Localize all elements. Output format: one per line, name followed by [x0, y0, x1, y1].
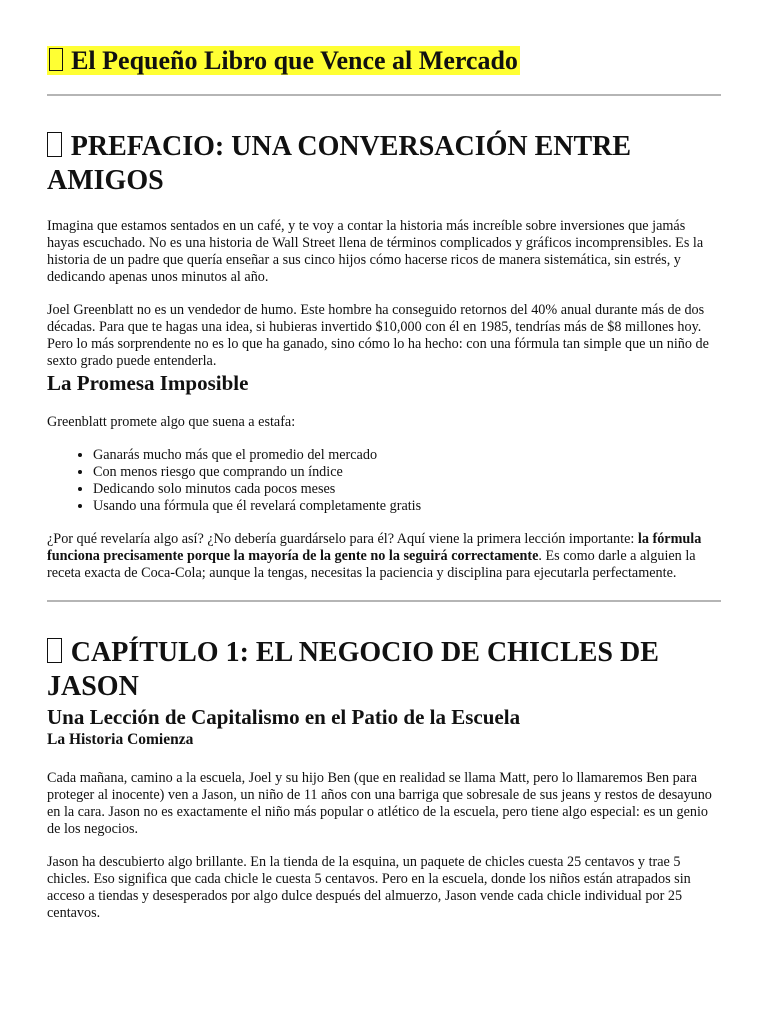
divider — [47, 94, 721, 96]
chapter1-heading — [47, 636, 721, 704]
list-item: • Con menos riesgo que comprando un índice — [93, 464, 721, 481]
chapter1-heading-text: CAPÍTULO 1: EL NEGOCIO DE CHICLES DE JASON — [47, 637, 659, 702]
chapter1-subtitle: Una Lección de Capitalismo en el Patio de la Escuela — [47, 705, 521, 729]
preface-paragraph-2: Joel Greenblatt no es un vendedor de humo. Este hombre ha conseguido retornos del 40% anual durante más de dos décadas. Para que te hagas una idea, si hubieras invertido $10,000 con él en 1985, tendrías más de $8 millones hoy. Pero lo más sorprendente no es lo que ha ganado, sino cómo lo ha hecho: con una fórmula tan simple que un niño de sexto grado puede entenderla. — [47, 302, 709, 369]
subsection-heading: La Historia Comienza — [47, 731, 194, 748]
document-title-text: El Pequeño Libro que Vence al Mercado — [71, 46, 518, 75]
preface-icon — [47, 132, 62, 157]
book-icon — [49, 48, 63, 71]
chapter-icon — [47, 638, 62, 663]
preface-heading — [47, 130, 721, 198]
promise-list — [47, 447, 721, 515]
closing-text-bold: la fórmula funciona precisamente porque la mayoría de la gente no la seguirá correctamente — [47, 531, 702, 564]
document-title — [47, 0, 721, 78]
list-item: • Ganarás mucho más que el promedio del mercado — [93, 447, 721, 464]
section-closing-paragraph — [47, 531, 721, 582]
chapter1-paragraph-1: Cada mañana, camino a la escuela, Joel y su hijo Ben (que en realidad se llama Matt, pero lo llamaremos Ben para proteger al inocente) ven a Jason, un niño de 11 años con una barriga que sobresale de sus jeans y restos de desayuno en la cara. Jason no es exactamente el niño más popular o atlético de la escuela, pero tiene algo especial: es un genio de los negocios. — [47, 770, 712, 837]
divider — [47, 600, 721, 602]
chapter1-paragraph-2: Jason ha descubierto algo brillante. En la tienda de la esquina, un paquete de chicles cuesta 25 centavos y trae 5 chicles. Eso significa que cada chicle le cuesta 5 centavos. Pero en la escuela, donde los niños están atrapados sin acceso a tiendas y desesperados por algo dulce después del almuerzo, Jason vende cada chicle individual por 25 centavos. — [47, 854, 691, 921]
closing-text-end: . Es como darle a alguien la receta exacta de Coca-Cola; aunque la tengas, necesitas la paciencia y disciplina para ejecutarla perfectamente. — [47, 548, 696, 581]
preface-heading-text: PREFACIO: UNA CONVERSACIÓN ENTRE AMIGOS — [47, 131, 632, 196]
preface-paragraph-1: Imagina que estamos sentados en un café, y te voy a contar la historia más increíble sobre inversiones que jamás hayas escuchado. No es una historia de Wall Street llena de términos complicados y gráficos incomprensibles. Es la historia de un padre que quería enseñar a sus cinco hijos cómo hacerse ricos de manera sistemática, sin estrés, y dedicando apenas unos minutos al año. — [47, 218, 704, 285]
list-item: • Usando una fórmula que él revelará completamente gratis — [93, 498, 721, 515]
closing-text-start: ¿Por qué revelaría algo así? ¿No debería guardárselo para él? Aquí viene la primera lección importante: — [47, 531, 638, 547]
section-heading-promesa: La Promesa Imposible — [47, 371, 249, 395]
list-item: • Dedicando solo minutos cada pocos meses — [93, 481, 721, 498]
section-intro: Greenblatt promete algo que suena a estafa: — [47, 414, 296, 430]
title-highlight — [47, 46, 520, 75]
